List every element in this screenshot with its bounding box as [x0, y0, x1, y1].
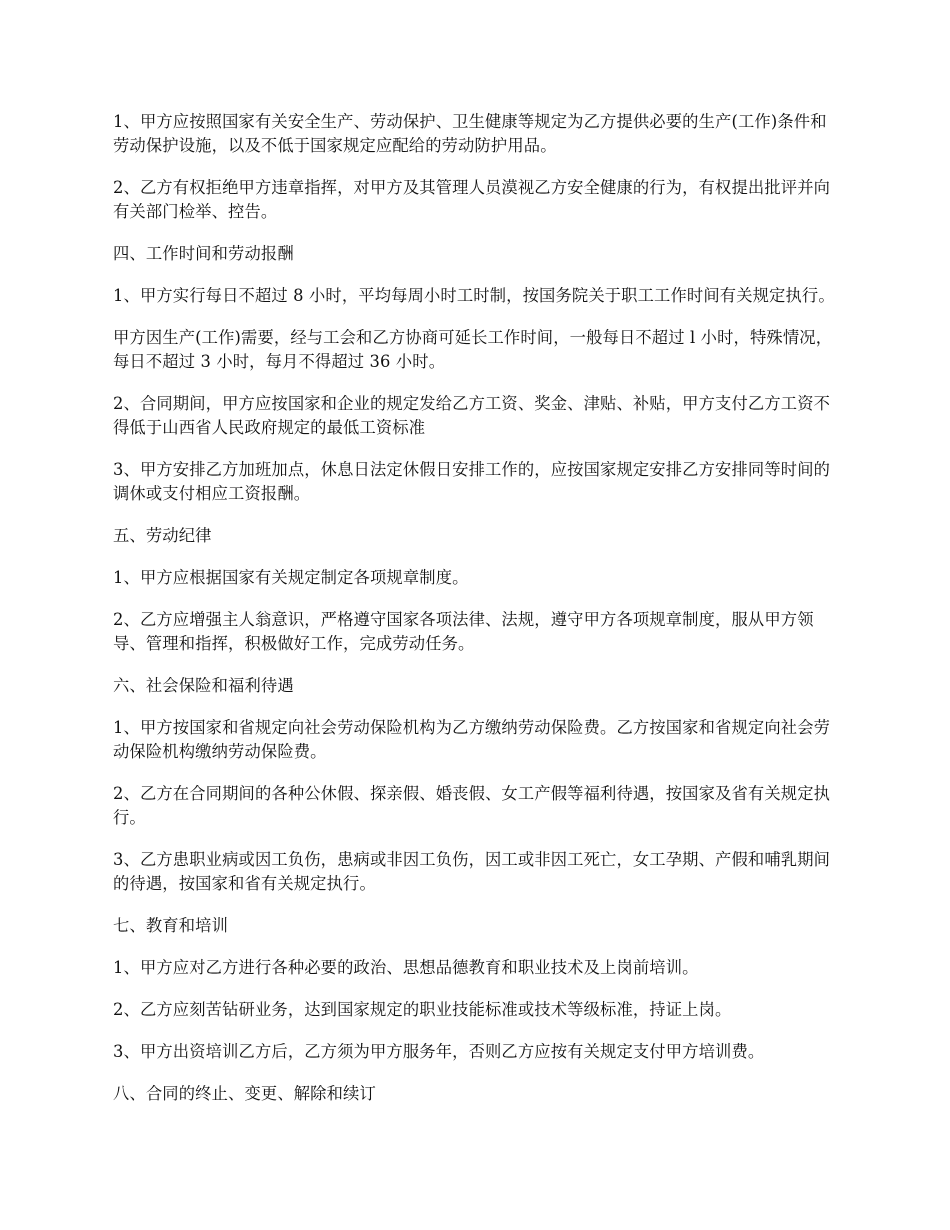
- section-heading: 四、工作时间和劳动报酬: [113, 244, 294, 263]
- clause-paragraph: 3、甲方安排乙方加班加点，休息日法定休假日安排工作的，应按国家规定安排乙方安排同等时间的调休或支付相应工资报酬。: [113, 460, 831, 503]
- clause-paragraph: 2、乙方应增强主人翁意识，严格遵守国家各项法律、法规，遵守甲方各项规章制度，服从甲方领导、管理和指挥，积极做好工作，完成劳动任务。: [113, 610, 814, 653]
- clause-paragraph: 2、乙方有权拒绝甲方违章指挥，对甲方及其管理人员漠视乙方安全健康的行为，有权提出批评并向有关部门检举、控告。: [113, 178, 831, 221]
- clause-paragraph: 1、甲方实行每日不超过 8 小时，平均每周小时工时制，按国务院关于职工工作时间有关规定执行。: [113, 286, 835, 305]
- clause-paragraph: 3、乙方患职业病或因工负伤，患病或非因工负伤，因工或非因工死亡，女工孕期、产假和哺乳期间的待遇，按国家和省有关规定执行。: [113, 850, 831, 893]
- clause-paragraph: 2、乙方在合同期间的各种公休假、探亲假、婚丧假、女工产假等福利待遇，按国家及省有关规定执行。: [113, 784, 831, 827]
- clause-paragraph: 1、甲方应按照国家有关安全生产、劳动保护、卫生健康等规定为乙方提供必要的生产(工作)条件和劳动保护设施，以及不低于国家规定应配给的劳动防护用品。: [113, 112, 827, 155]
- clause-paragraph: 2、合同期间，甲方应按国家和企业的规定发给乙方工资、奖金、津贴、补贴，甲方支付乙方工资不得低于山西省人民政府规定的最低工资标准: [113, 394, 831, 437]
- document-page: [113, 110, 843, 1124]
- clause-paragraph: 甲方因生产(工作)需要，经与工会和乙方协商可延长工作时间，一般每日不超过 l 小时，特殊情况，每日不超过 3 小时，每月不得超过 36 小时。: [113, 328, 833, 371]
- section-heading: 五、劳动纪律: [113, 526, 212, 545]
- clause-paragraph: 2、乙方应刻苦钻研业务，达到国家规定的职业技能标准或技术等级标准，持证上岗。: [113, 1000, 732, 1019]
- section-heading: 八、合同的终止、变更、解除和续订: [113, 1084, 376, 1103]
- section-heading: 六、社会保险和福利待遇: [113, 676, 294, 695]
- clause-paragraph: 1、甲方按国家和省规定向社会劳动保险机构为乙方缴纳劳动保险费。乙方按国家和省规定向社会劳动保险机构缴纳劳动保险费。: [113, 718, 831, 761]
- clause-paragraph: 1、甲方应根据国家有关规定制定各项规章制度。: [113, 568, 469, 587]
- section-heading: 七、教育和培训: [113, 916, 229, 935]
- clause-paragraph: 3、甲方出资培训乙方后，乙方须为甲方服务年，否则乙方应按有关规定支付甲方培训费。: [113, 1042, 765, 1061]
- clause-paragraph: 1、甲方应对乙方进行各种必要的政治、思想品德教育和职业技术及上岗前培训。: [113, 958, 699, 977]
